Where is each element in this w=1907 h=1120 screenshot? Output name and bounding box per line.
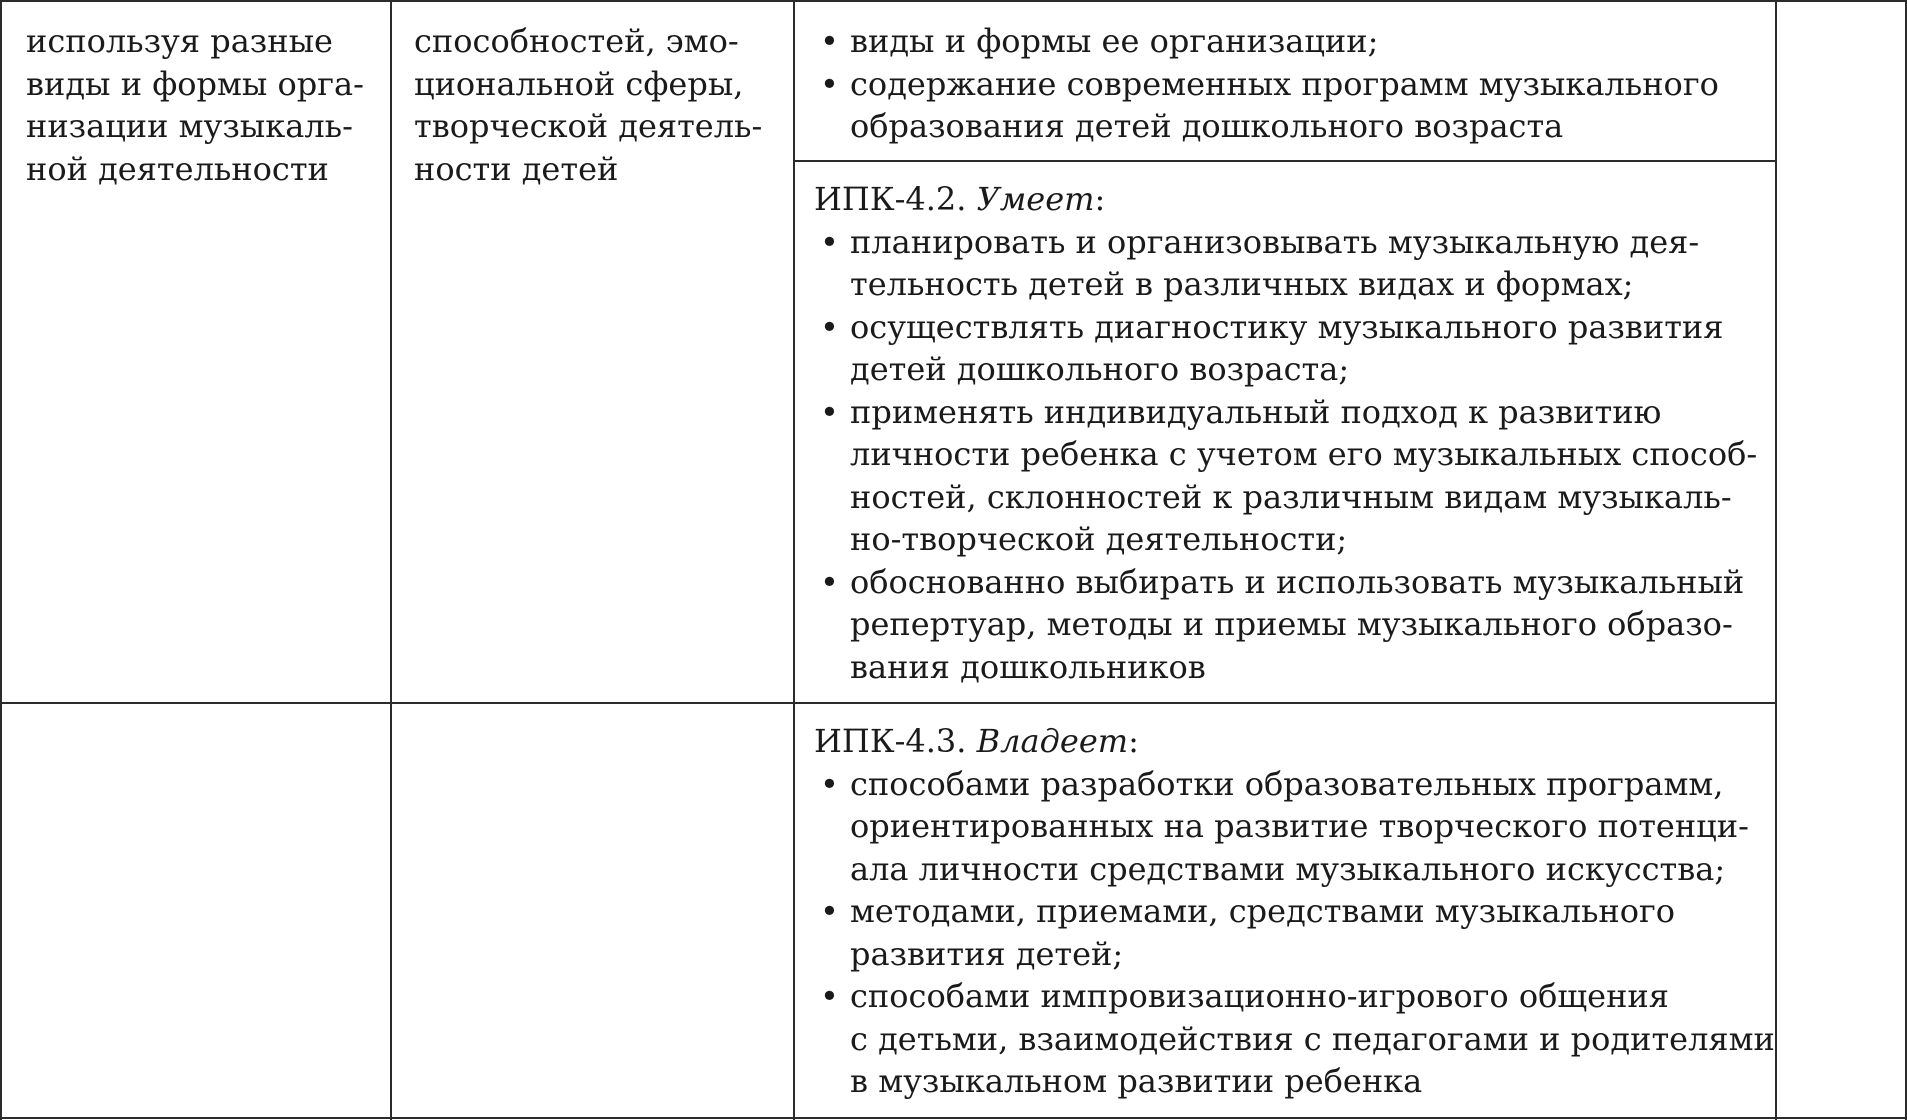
bullet-glyph: • (820, 392, 839, 431)
list-item-text: методами, приемами, средствами музыкального (850, 892, 1675, 930)
list-item-text: содержание современных программ музыкального (850, 64, 1719, 103)
list-item (814, 221, 1757, 264)
list-item (814, 63, 1719, 106)
list-item-text: детей дошкольного возраста; (850, 350, 1350, 388)
text-line: способностей, эмо- (414, 22, 739, 60)
row-divider-main (0, 702, 1777, 704)
text-line: творческой деятель- (414, 107, 763, 145)
cell-col3-knows (814, 20, 1719, 148)
list-item (814, 763, 1775, 806)
row-divider-col3-1 (793, 160, 1777, 162)
heading-colon: : (1128, 722, 1139, 760)
competency-verb: Владеет (976, 722, 1129, 760)
bullet-glyph: • (820, 977, 839, 1015)
list-item-text: развития детей; (850, 934, 1124, 973)
col-divider-3 (1775, 0, 1777, 1120)
list-item-text: образования детей дошкольного возраста (850, 107, 1564, 145)
text-line: ной деятельности (26, 149, 329, 188)
list-item-text: способами разработки образовательных программ, (850, 764, 1724, 803)
bullet-glyph: • (820, 307, 839, 346)
cell-col2-text (414, 20, 762, 190)
bullet-glyph: • (820, 562, 839, 601)
list-item-text: вания дошкольников (850, 647, 1206, 686)
text-line: циональной сферы, (414, 64, 744, 103)
list-item-text: тельность детей в различных видах и формах; (850, 265, 1634, 303)
text-line: низации музыкаль- (26, 107, 353, 145)
text-line: ности детей (414, 149, 619, 188)
list-item-text: в музыкальном развитии ребенка (850, 1062, 1423, 1100)
table-border-top (0, 0, 1907, 2)
table-border-bottom (0, 1117, 1907, 1119)
list-item-text: но-творческой деятельности; (850, 520, 1348, 558)
competency-heading (814, 178, 1757, 221)
list-item-text: ностей, склонностей к различным видам музыкаль- (850, 477, 1732, 516)
col-divider-1 (390, 0, 392, 1120)
cell-col1-text (26, 20, 364, 190)
list-item (814, 20, 1719, 63)
table-border-left (0, 0, 2, 1120)
list-item-text: с детьми, взаимодействия с педагогами и родителями (850, 1019, 1775, 1058)
bullet-glyph: • (820, 64, 839, 103)
list-item-text: ала личности средствами музыкального искусства; (850, 849, 1726, 888)
list-item-text: виды и формы ее организации; (850, 22, 1379, 60)
cell-col3-masters (814, 720, 1775, 1103)
list-item (814, 391, 1757, 434)
list-item-text: личности ребенка с учетом его музыкальных способ- (850, 435, 1758, 473)
list-item-text: осуществлять диагностику музыкального развития (850, 307, 1724, 346)
heading-colon: : (1094, 180, 1106, 218)
list-item-text: планировать и организовывать музыкальную дея- (850, 222, 1700, 261)
text-line: используя разные (26, 22, 333, 60)
list-item-text: репертуар, методы и приемы музыкального образо- (850, 605, 1733, 643)
competency-verb: Умеет (976, 180, 1095, 218)
competency-code: ИПК-4.3. (814, 722, 967, 760)
bullet-glyph: • (820, 222, 839, 261)
competency-heading (814, 720, 1775, 763)
bullet-glyph: • (820, 764, 839, 803)
text-line: виды и формы орга- (26, 64, 364, 103)
bullet-glyph: • (820, 892, 839, 930)
list-item-text: способами импровизационно-игрового общения (850, 977, 1669, 1015)
list-item (814, 975, 1775, 1018)
list-item (814, 890, 1775, 933)
bullet-glyph: • (820, 22, 839, 60)
cell-col3-can (814, 178, 1757, 688)
competency-code: ИПК-4.2. (814, 180, 967, 218)
list-item (814, 306, 1757, 349)
list-item-text: применять индивидуальный подход к развитию (850, 392, 1662, 431)
list-item (814, 561, 1757, 604)
col-divider-2 (793, 0, 795, 1120)
list-item-text: ориентированных на развитие творческого потенци- (850, 807, 1749, 845)
list-item-text: обоснованно выбирать и использовать музыкальный (850, 562, 1745, 601)
